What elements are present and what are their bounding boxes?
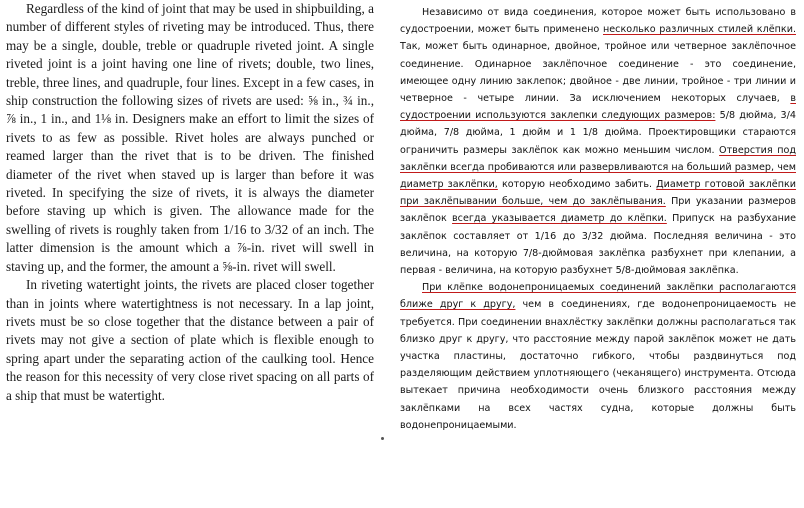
underlined-phrase: При клёпке водонепроницаемых соединений заклёпки располагаются ближе друг к другу,	[400, 282, 796, 311]
underlined-phrase: несколько различных стилей клёпки.	[603, 24, 796, 36]
english-paragraph-2: In riveting watertight joints, the rivets are placed closer together than in joints where watertightness is not necessary. In a lap joint, rivets must be so close together that the distance between a pair of rivets may not give a section of plate which is flexible enough to spring apart under the separating action of the caulking tool. Hence the reason for this necessity of very close rivet spacing on all parts of a ship that must be watertight.	[6, 277, 374, 403]
russian-paragraph-1	[400, 4, 796, 279]
underlined-phrase: всегда указывается диаметр до клёпки.	[452, 213, 667, 225]
underlined-phrase: Диаметр готовой заклёпки при заклёпывании больше, чем до заклёпывания.	[400, 179, 797, 208]
column-divider-dot	[381, 437, 384, 440]
text-segment: Припуск на разбухание заклёпок составляет от 1/16 до 3/32 дюйма. Последняя величина - это величина, на которую 7/8-дюймовая заклёпка разбухнет при клепании, а первая - величина, на которую разбухнет 5/8-дюймовая заклёпка.	[400, 213, 796, 277]
russian-paragraph-2	[400, 279, 796, 434]
russian-translation-column	[400, 4, 796, 434]
english-text-column	[6, 0, 374, 405]
text-segment: чем в соединениях, где водонепроницаемость не требуется. При соединении внахлёстку заклёпки должны располагаться так близко друг к другу, что расстояние между парой заклёпок может не дать участка пластины, достаточно гибкого, чтобы раздвинуться под разделяющим действием уплотняющего (чеканящего) инструмента. Отсюда вытекает причина необходимости очень близкого расстояния между заклёпками на всех частях судна, которые должны быть водонепроницаемыми.	[400, 299, 797, 431]
underlined-phrase: Отверстия под заклёпки всегда пробиваются или развервливаются на больший размер, чем диаметр заклёпки,	[400, 144, 796, 191]
text-segment: Независимо от вида соединения, которое может быть использовано в судостроении, может быть применено	[400, 7, 796, 36]
text-segment: Так, может быть одинарное, двойное, тройное или четверное заклёпочное соединение. Одинарное заклёпочное соединение - это соединение, имеющее одну линию заклепок; двойное - две линии, тройное - три линии и четверное - четыре линии. За исключением некоторых случаев,	[400, 41, 796, 105]
text-segment: которую необходимо забить.	[497, 179, 657, 191]
text-segment: 5/8 дюйма, 3/4 дюйма, 7/8 дюйма, 1 дюйм и 1 1/8 дюйма. Проектировщики стараются ограничить размеры заклёпок как можно меньшим числом.	[400, 110, 796, 156]
text-segment: При указании размеров заклёпок	[400, 196, 796, 225]
english-paragraph-1: Regardless of the kind of joint that may be used in shipbuilding, a number of different styles of riveting may be introduced. Thus, there may be a single, double, treble or quadruple riveted joint. A single riveted joint is a joint having one line of rivets; double, two lines, treble, three lines, and quadruple, four lines. Except in a few cases, in ship construction the following sizes of rivets are used: ⅝ in., ¾ in., ⅞ in., 1 in., and 1⅛ in. Designers make an effort to limit the sizes of rivets to as few as possible. Rivet holes are always punched or reamed larger than the rivet that is to be driven. The finished diameter of the rivet when staved up is larger than before it was riveted. In specifying the size of rivets, it is always the diameter before staving up which is given. The allowance made for the swelling of rivets is roughly taken from 1/16 to 3/32 of an inch. The latter dimension is the amount which a ⅞-in. rivet will swell in staving up, and the former, the amount a ⅝-in. rivet will swell.	[6, 1, 374, 274]
underlined-phrase: в судостроении используются заклепки следующих размеров:	[400, 93, 796, 122]
